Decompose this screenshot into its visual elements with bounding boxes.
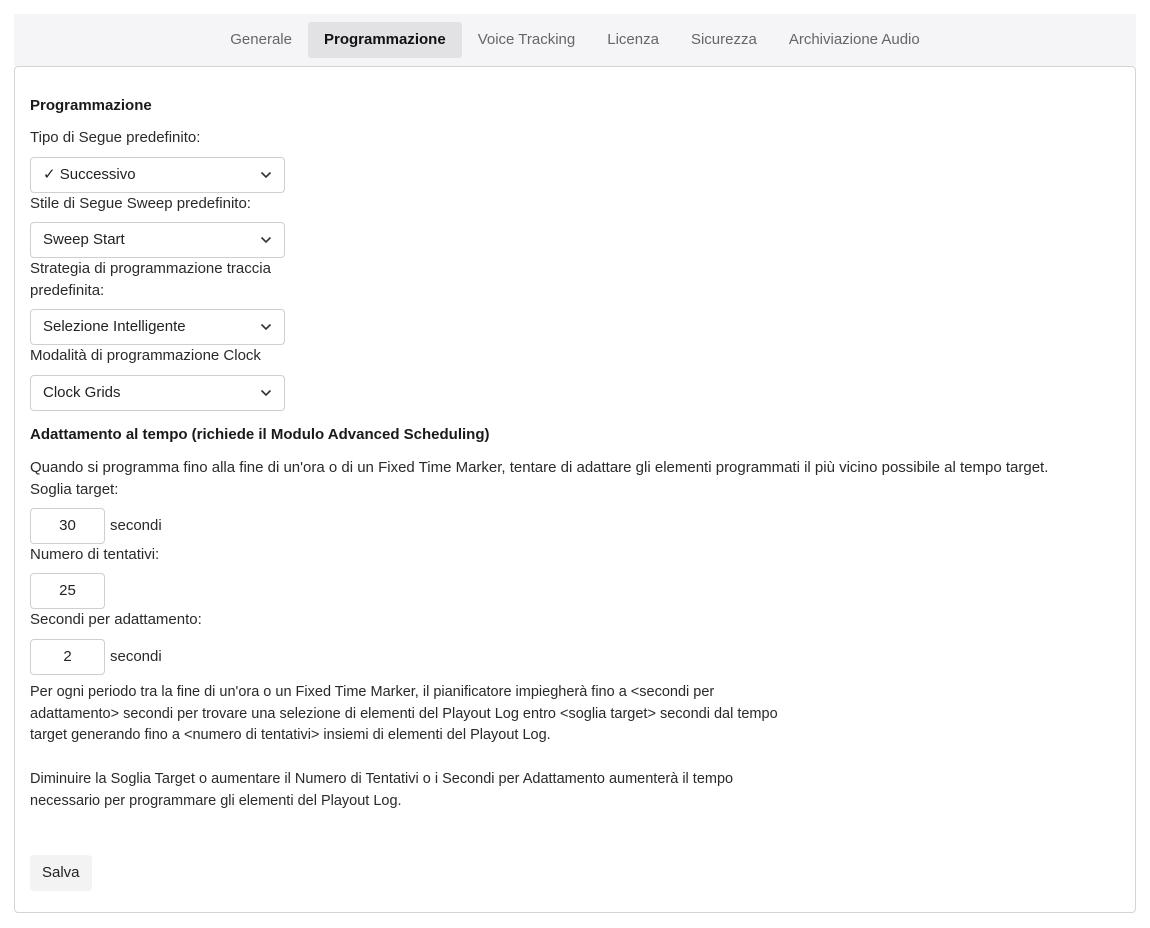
tab-programmazione[interactable]: Programmazione	[308, 22, 462, 58]
target-threshold-label: Soglia target:	[30, 481, 119, 498]
section-title: Programmazione	[30, 97, 152, 114]
explanation-line: Per ogni periodo tra la fine di un'ora o un Fixed Time Marker, il pianificatore impiegherà fino a <secondi per	[30, 684, 715, 700]
segue-type-select[interactable]	[30, 157, 285, 193]
clock-mode-value: Clock Grids	[43, 384, 121, 401]
tab-archiviazione-audio[interactable]: Archiviazione Audio	[788, 31, 920, 48]
time-fit-title: Adattamento al tempo (richiede il Modulo Advanced Scheduling)	[30, 426, 490, 443]
time-fit-note	[30, 769, 830, 812]
sweep-style-value: Sweep Start	[43, 231, 125, 248]
note-line: Diminuire la Soglia Target o aumentare il Numero di Tentativi o i Secondi per Adattamento aumenterà il tempo	[30, 771, 734, 787]
chevron-down-icon	[260, 388, 272, 398]
segue-type-label: Tipo di Segue predefinito:	[30, 129, 201, 146]
seconds-per-fit-label: Secondi per adattamento:	[30, 611, 202, 628]
track-strategy-label-line1: Strategia di programmazione traccia	[30, 260, 271, 277]
time-fit-description: Quando si programma fino alla fine di un'ora o di un Fixed Time Marker, tentare di adattare gli elementi programmati il più vicino possibile al tempo target.	[30, 459, 1049, 476]
tab-voice-tracking[interactable]: Voice Tracking	[477, 31, 576, 48]
seconds-per-fit-input[interactable]: 2	[30, 639, 105, 675]
segue-type-value: ✓ Successivo	[43, 166, 136, 183]
track-strategy-label-line2: predefinita:	[30, 282, 105, 299]
target-threshold-input[interactable]: 30	[30, 508, 105, 544]
settings-tabs	[14, 14, 1136, 66]
attempts-label: Numero di tentativi:	[30, 546, 160, 563]
chevron-down-icon	[260, 170, 272, 180]
sweep-style-select[interactable]	[30, 222, 285, 258]
save-button[interactable]: Salva	[30, 855, 92, 891]
seconds-per-fit-unit: secondi	[110, 648, 162, 665]
note-line: necessario per programmare gli elementi del Playout Log.	[30, 792, 402, 809]
explanation-line: adattamento> secondi per trovare una selezione di elementi del Playout Log entro <soglia target> secondi dal tempo	[30, 705, 778, 722]
tab-generale[interactable]: Generale	[230, 31, 292, 48]
explanation-line: target generando fino a <numero di tentativi> insiemi di elementi del Playout Log.	[30, 727, 551, 743]
tab-sicurezza[interactable]: Sicurezza	[690, 31, 757, 48]
attempts-input[interactable]: 25	[30, 573, 105, 609]
track-strategy-select[interactable]	[30, 309, 285, 345]
time-fit-explanation	[30, 682, 830, 747]
chevron-down-icon	[260, 322, 272, 332]
settings-panel	[14, 66, 1136, 913]
clock-mode-select[interactable]	[30, 375, 285, 411]
track-strategy-value: Selezione Intelligente	[43, 318, 186, 335]
track-strategy-label	[30, 258, 271, 302]
tab-licenza[interactable]: Licenza	[607, 31, 659, 48]
target-threshold-unit: secondi	[110, 517, 162, 534]
clock-mode-label: Modalità di programmazione Clock	[30, 347, 261, 364]
chevron-down-icon	[260, 235, 272, 245]
sweep-style-label: Stile di Segue Sweep predefinito:	[30, 195, 251, 212]
